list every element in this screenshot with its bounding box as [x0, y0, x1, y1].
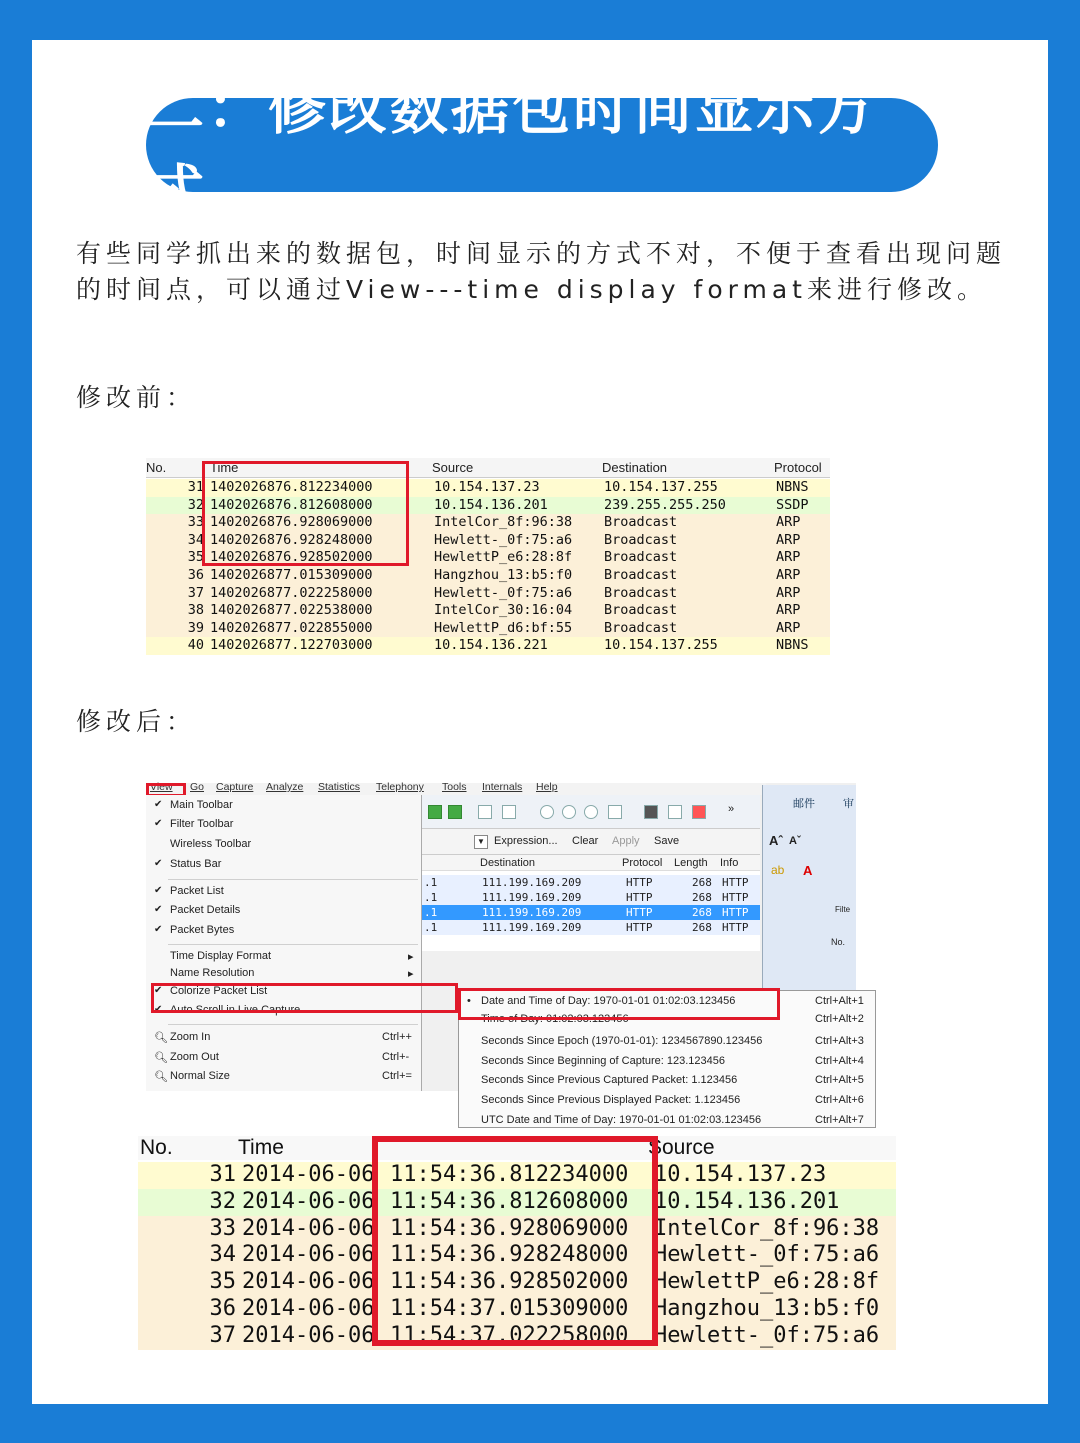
menu-capture[interactable]: Capture	[216, 781, 254, 793]
screenshot-after	[138, 1136, 896, 1348]
filter-label: Filte	[835, 905, 851, 914]
cell-no: 40	[187, 637, 204, 654]
check-icon: ✔	[154, 985, 163, 996]
label-before: 修改前：	[76, 383, 197, 412]
col-length[interactable]: Length	[674, 857, 708, 869]
cell-destination: 111.199.169.209	[482, 876, 582, 889]
check-icon: ✔	[154, 818, 163, 829]
cell-source: Hangzhou_13:b5:f0	[434, 567, 573, 583]
menu-item-zoom-in[interactable]: Zoom In	[170, 1031, 211, 1043]
cell-no: .1	[424, 891, 438, 904]
col-source[interactable]: Source	[432, 460, 474, 475]
label-after: 修改后：	[76, 707, 197, 736]
filter-dropdown-icon[interactable]: ▼	[474, 835, 488, 849]
cell-protocol: ARP	[776, 549, 801, 566]
font-shrink-icon[interactable]: Aˇ	[789, 835, 801, 847]
menu-item-packet-details[interactable]: Packet Details	[170, 904, 241, 916]
table-row[interactable]	[146, 620, 830, 638]
menu-item-normal-size[interactable]: Normal Size	[170, 1070, 230, 1082]
cell-no: 37	[187, 584, 204, 601]
cell-info: HTTP	[722, 891, 749, 904]
cell-date: 2014-06-06	[242, 1162, 375, 1187]
cell-length: 268	[692, 906, 712, 919]
cell-source: 10.154.136.221	[434, 637, 548, 654]
menu-item-packet-bytes[interactable]: Packet Bytes	[170, 924, 235, 936]
cell-time: 11:54:36.928248000	[390, 1242, 629, 1268]
cell-protocol: HTTP	[626, 876, 653, 889]
cell-protocol: ARP	[776, 602, 801, 619]
cell-length: 268	[692, 891, 712, 904]
menu-statistics[interactable]: Statistics	[318, 781, 361, 793]
cell-no: 34	[209, 1242, 236, 1268]
mail-label[interactable]: 邮件	[793, 798, 815, 810]
cell-length: 268	[692, 921, 712, 934]
cell-time: 1402026876.812234000	[210, 479, 373, 495]
check-icon: ✔	[154, 858, 163, 869]
cell-no: .1	[424, 876, 438, 889]
cell-protocol: ARP	[776, 531, 801, 548]
cell-source: Hewlett-_0f:75:a6	[654, 1242, 880, 1268]
cell-source: HewlettP_e6:28:8f	[654, 1269, 880, 1295]
shortcut-label: Ctrl+Alt+4	[815, 1055, 864, 1067]
radio-bullet-icon: •	[467, 995, 471, 1007]
submenu-item[interactable]: Seconds Since Previous Displayed Packet: 1.123456	[481, 1094, 741, 1106]
cell-no: 35	[209, 1269, 236, 1295]
time-column-highlight	[372, 1136, 658, 1346]
cell-no: .1	[424, 906, 438, 919]
submenu-item[interactable]: Seconds Since Beginning of Capture: 123.123456	[481, 1055, 726, 1067]
table-row[interactable]	[422, 875, 760, 890]
magnifier-icon: 🔍︎	[154, 1032, 168, 1044]
normal-size-icon[interactable]	[584, 805, 598, 819]
cell-no: 31	[209, 1162, 236, 1187]
capture-filters-icon[interactable]	[644, 805, 658, 819]
menu-item-status-bar[interactable]: Status Bar	[170, 858, 222, 870]
cell-time: 11:54:37.022258000	[390, 1322, 629, 1348]
cell-protocol: ARP	[776, 567, 801, 583]
check-icon: ✔	[154, 1004, 163, 1015]
check-icon: ✔	[154, 799, 163, 810]
zoom-in-icon[interactable]	[540, 805, 554, 819]
cell-no: 36	[209, 1296, 236, 1321]
cell-protocol: NBNS	[776, 637, 809, 654]
cell-date: 2014-06-06	[242, 1242, 375, 1268]
table-row[interactable]	[146, 567, 830, 585]
cell-destination: 10.154.137.255	[604, 637, 718, 654]
cell-date: 2014-06-06	[242, 1296, 375, 1321]
cell-source: IntelCor_8f:96:38	[434, 514, 573, 531]
check-icon: ✔	[154, 904, 163, 915]
time-column-highlight	[202, 461, 409, 566]
cell-time: 1402026876.928069000	[210, 514, 373, 531]
cell-no: 37	[209, 1322, 236, 1348]
cell-source: 10.154.136.201	[434, 496, 548, 513]
table-row[interactable]	[146, 585, 830, 603]
shortcut-label: Ctrl+-	[382, 1051, 410, 1063]
font-grow-icon[interactable]: Aˆ	[769, 833, 783, 848]
cell-date: 2014-06-06	[242, 1188, 375, 1214]
col-time[interactable]: Time	[238, 1136, 284, 1159]
menu-analyze[interactable]: Analyze	[266, 781, 304, 793]
cell-time: 1402026877.022258000	[210, 584, 373, 601]
cell-destination: 111.199.169.209	[482, 891, 582, 904]
expression-button[interactable]: Expression...	[494, 835, 558, 847]
screenshot-menu	[146, 781, 864, 1126]
cell-time: 11:54:36.812234000	[390, 1162, 629, 1187]
cell-date: 2014-06-06	[242, 1322, 375, 1348]
resize-columns-icon[interactable]	[608, 805, 622, 819]
highlight-icon[interactable]: ab	[771, 863, 785, 877]
shortcut-label: Ctrl+=	[382, 1070, 412, 1082]
cell-protocol: SSDP	[776, 496, 809, 513]
submenu-item[interactable]: Time of Day: 01:02:03.123456	[481, 1013, 629, 1025]
cell-no: 35	[187, 549, 204, 566]
cell-time: 11:54:36.812608000	[390, 1188, 629, 1214]
menu-separator	[168, 879, 418, 880]
green-arrow-down-icon[interactable]	[448, 805, 462, 819]
submenu-item[interactable]: Date and Time of Day: 1970-01-01 01:02:03.123456	[481, 995, 736, 1007]
cell-source: IntelCor_8f:96:38	[654, 1215, 880, 1241]
col-destination[interactable]: Destination	[602, 460, 668, 475]
col-destination[interactable]: Destination	[480, 857, 536, 869]
submenu-item[interactable]: UTC Date and Time of Day: 1970-01-01 01:02:03.123456	[481, 1114, 762, 1126]
menu-item-name-resolution[interactable]: Name Resolution	[170, 967, 255, 979]
menu-go[interactable]: Go	[190, 781, 205, 793]
cell-time: 11:54:36.928069000	[390, 1215, 629, 1241]
table-row[interactable]	[146, 637, 830, 655]
magnifier-icon: 🔍︎	[154, 1071, 168, 1083]
table-row[interactable]	[422, 920, 760, 935]
cell-no: 33	[209, 1215, 236, 1241]
cell-no: 36	[187, 567, 204, 583]
colorize-icon[interactable]	[478, 805, 492, 819]
zoom-out-icon[interactable]	[562, 805, 576, 819]
content-card	[32, 40, 1048, 1404]
view-menu	[146, 795, 422, 1091]
menu-view[interactable]: View	[150, 781, 173, 793]
menu-item-colorize-packet-list[interactable]: Colorize Packet List	[170, 985, 268, 997]
menu-item-auto-scroll-in-live-capture[interactable]: Auto Scroll in Live Capture	[170, 1004, 301, 1016]
page-title: 二：修改数据包时间显示方式	[146, 98, 938, 192]
cell-source: Hewlett-_0f:75:a6	[654, 1322, 880, 1348]
menu-item-wireless-toolbar[interactable]: Wireless Toolbar	[170, 838, 252, 850]
menu-item-filter-toolbar[interactable]: Filter Toolbar	[170, 818, 234, 830]
cell-time: 1402026877.122703000	[210, 637, 373, 654]
apply-button[interactable]: Apply	[612, 835, 640, 847]
review-label[interactable]: 审	[843, 798, 854, 810]
shortcut-label: Ctrl++	[382, 1031, 412, 1043]
cell-protocol: ARP	[776, 514, 801, 531]
cell-info: HTTP	[722, 906, 749, 919]
menu-item-time-display-format[interactable]: Time Display Format	[170, 950, 272, 962]
submenu-item[interactable]: Seconds Since Epoch (1970-01-01): 1234567890.123456	[481, 1035, 763, 1047]
cell-time: 1402026877.022855000	[210, 619, 373, 636]
menu-separator	[168, 944, 418, 945]
submenu-item[interactable]: Seconds Since Previous Captured Packet: 1.123456	[481, 1074, 738, 1086]
cell-time: 11:54:37.015309000	[390, 1296, 629, 1321]
table-row[interactable]	[422, 905, 760, 920]
menu-help[interactable]: Help	[536, 781, 558, 793]
autoscroll-icon[interactable]	[502, 805, 516, 819]
cell-time: 1402026876.812608000	[210, 496, 373, 513]
col-info[interactable]: Info	[720, 857, 739, 869]
col-no[interactable]: No.	[146, 460, 167, 475]
cell-protocol: ARP	[776, 584, 801, 601]
cell-destination: Broadcast	[604, 549, 678, 566]
packet-list	[422, 855, 760, 951]
main-toolbar	[422, 795, 760, 829]
display-filters-icon[interactable]	[668, 805, 682, 819]
shortcut-label: Ctrl+Alt+1	[815, 995, 864, 1007]
menu-internals[interactable]: Internals	[482, 781, 523, 793]
date-and-time-highlight	[458, 988, 780, 1020]
cell-no: 34	[187, 531, 204, 548]
cell-destination: Broadcast	[604, 567, 678, 583]
more-icon[interactable]: »	[728, 803, 735, 815]
col-protocol[interactable]: Protocol	[774, 460, 822, 475]
cell-source: Hewlett-_0f:75:a6	[434, 531, 573, 548]
clear-button[interactable]: Clear	[572, 835, 599, 847]
col-source[interactable]: Source	[648, 1136, 715, 1159]
coloring-rules-icon[interactable]	[692, 805, 706, 819]
cell-time: 1402026877.022538000	[210, 602, 373, 619]
cell-protocol: ARP	[776, 619, 801, 636]
intro-paragraph: 有些同学抓出来的数据包，时间显示的方式不对，不便于查看出现问题的时间点，可以通过View---time display format来进行修改。	[76, 239, 1007, 304]
cell-no: .1	[424, 921, 438, 934]
cell-destination: Broadcast	[604, 531, 678, 548]
shortcut-label: Ctrl+Alt+6	[815, 1094, 864, 1106]
cell-protocol: HTTP	[626, 906, 653, 919]
time-display-format-highlight	[151, 983, 458, 1013]
save-button[interactable]: Save	[654, 835, 680, 847]
table-row[interactable]	[422, 890, 760, 905]
magnifier-icon: 🔍︎	[154, 1052, 168, 1064]
font-color-icon[interactable]: A	[803, 863, 813, 878]
cell-protocol: HTTP	[626, 921, 653, 934]
cell-length: 268	[692, 876, 712, 889]
cell-date: 2014-06-06	[242, 1215, 375, 1241]
col-protocol[interactable]: Protocol	[622, 857, 663, 869]
submenu-arrow-icon: ▸	[408, 968, 414, 980]
cell-source: HewlettP_d6:bf:55	[434, 619, 573, 636]
cell-time: 11:54:36.928502000	[390, 1269, 629, 1295]
cell-protocol: HTTP	[626, 891, 653, 904]
cell-info: HTTP	[722, 876, 749, 889]
cell-destination: 239.255.255.250	[604, 496, 726, 513]
cell-source: 10.154.136.201	[654, 1188, 840, 1214]
cell-source: 10.154.137.23	[654, 1162, 827, 1187]
submenu-arrow-icon: ▸	[408, 951, 414, 963]
cell-destination: 111.199.169.209	[482, 921, 582, 934]
cell-info: HTTP	[722, 921, 749, 934]
shortcut-label: Ctrl+Alt+5	[815, 1074, 864, 1086]
menu-item-packet-list[interactable]: Packet List	[170, 885, 224, 897]
cell-source: 10.154.137.23	[434, 479, 540, 495]
cell-source: IntelCor_30:16:04	[434, 602, 573, 619]
check-icon: ✔	[154, 885, 163, 896]
shortcut-label: Ctrl+Alt+3	[815, 1035, 864, 1047]
cell-protocol: NBNS	[776, 479, 809, 495]
cell-destination: Broadcast	[604, 602, 678, 619]
packet-list-header	[422, 855, 760, 871]
cell-source: Hangzhou_13:b5:f0	[654, 1296, 880, 1321]
green-arrow-up-icon[interactable]	[428, 805, 442, 819]
cell-time: 1402026876.928502000	[210, 549, 373, 566]
check-icon: ✔	[154, 924, 163, 935]
shortcut-label: Ctrl+Alt+7	[815, 1114, 864, 1126]
menu-item-main-toolbar[interactable]: Main Toolbar	[170, 799, 233, 811]
cell-no: 38	[187, 602, 204, 619]
menu-item-zoom-out[interactable]: Zoom Out	[170, 1051, 219, 1063]
cell-no: 33	[187, 514, 204, 531]
cell-time: 1402026876.928248000	[210, 531, 373, 548]
cell-no: 39	[187, 619, 204, 636]
menu-tools[interactable]: Tools	[442, 781, 467, 793]
shortcut-label: Ctrl+Alt+2	[815, 1013, 864, 1025]
cell-destination: Broadcast	[604, 619, 678, 636]
cell-source: HewlettP_e6:28:8f	[434, 549, 573, 566]
menu-bar	[146, 783, 766, 795]
cell-source: Hewlett-_0f:75:a6	[434, 584, 573, 601]
cell-destination: 111.199.169.209	[482, 906, 582, 919]
col-no[interactable]: No.	[140, 1136, 173, 1159]
cell-no: 32	[187, 496, 204, 513]
screenshot-before	[146, 458, 830, 654]
no-label: No.	[831, 937, 846, 947]
menu-separator	[168, 1024, 418, 1025]
cell-destination: Broadcast	[604, 584, 678, 601]
cell-destination: Broadcast	[604, 514, 678, 531]
menu-telephony[interactable]: Telephony	[376, 781, 424, 793]
cell-destination: 10.154.137.255	[604, 479, 718, 495]
filter-toolbar	[422, 829, 760, 855]
cell-time: 1402026877.015309000	[210, 567, 373, 583]
col-time[interactable]: Time	[210, 460, 239, 475]
cell-date: 2014-06-06	[242, 1269, 375, 1295]
table-row[interactable]	[146, 602, 830, 620]
cell-no: 32	[209, 1188, 236, 1214]
cell-no: 31	[187, 479, 204, 495]
